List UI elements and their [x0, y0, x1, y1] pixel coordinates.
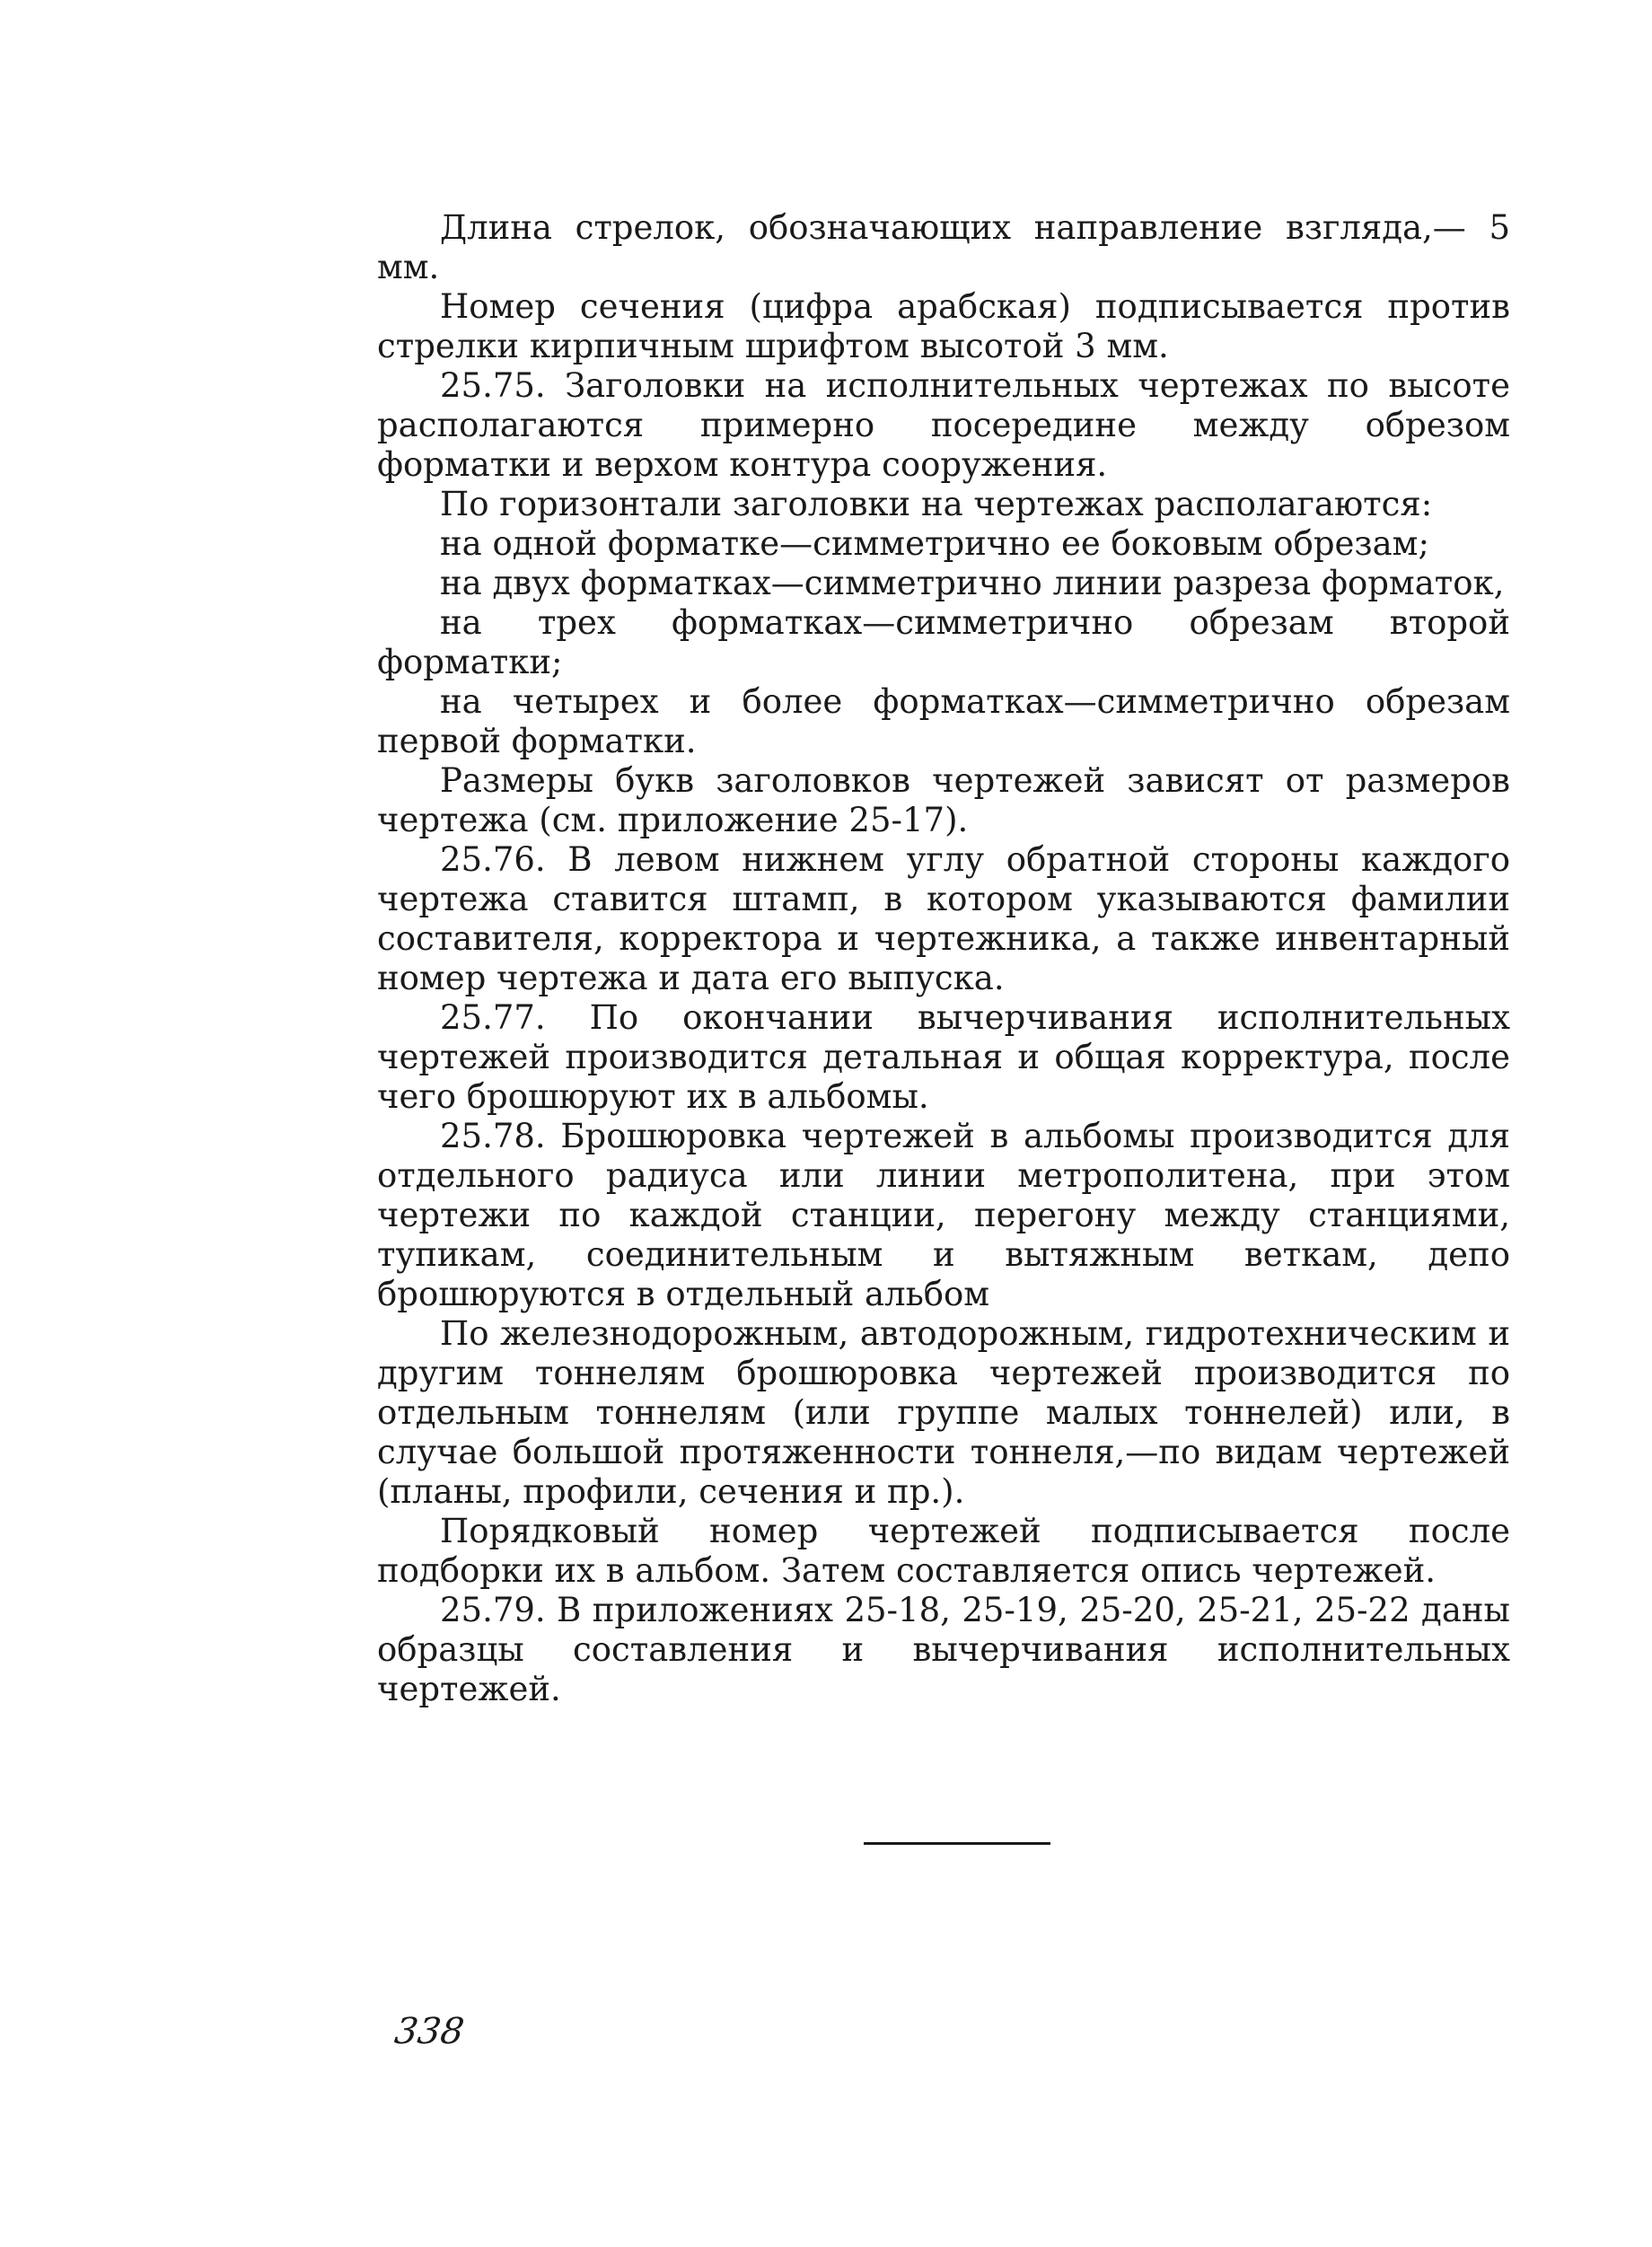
paragraph-25-77: 25.77. По окончании вычерчивания исполнительных чертежей производится детальная и общая корректура, после чего брошюруют их в альбомы.: [377, 998, 1510, 1116]
paragraph-section-number: Номер сечения (цифра арабская) подписывается против стрелки кирпичным шрифтом высотой 3 мм.: [377, 287, 1510, 365]
page-number: 338: [391, 2011, 467, 2052]
body-text: [377, 208, 1510, 1709]
paragraph-ordinal-number: Порядковый номер чертежей подписывается после подборки их в альбом. Затем составляется опись чертежей.: [377, 1512, 1510, 1590]
list-item-four-formats: на четырех и более форматках—симметрично обрезам первой форматки.: [377, 682, 1510, 760]
paragraph-horizontal-placement: По горизонтали заголовки на чертежах располагаются:: [440, 485, 1433, 523]
paragraph-tunnels: По железнодорожным, автодорожным, гидротехническим и другим тоннелям брошюровка чертежей производится по отдельным тоннелям (или группе малых тоннелей) или, в случае большой протяженности тоннеля,—по видам чертежей (планы, профили, сечения и пр.).: [377, 1314, 1510, 1511]
end-divider-line: [864, 1842, 1050, 1845]
list-item-three-formats: на трех форматках—симметрично обрезам второй форматки;: [377, 603, 1510, 681]
paragraph-25-76: 25.76. В левом нижнем углу обратной стороны каждого чертежа ставится штамп, в котором указываются фамилии составителя, корректора и чертежника, а также инвентарный номер чертежа и дата его выпуска.: [377, 840, 1510, 997]
paragraph-25-79: 25.79. В приложениях 25-18, 25-19, 25-20, 25-21, 25-22 даны образцы составления и вычерчивания исполнительных чертежей.: [377, 1591, 1510, 1708]
list-item-two-formats: на двух форматках—симметрично линии разреза форматок,: [440, 564, 1505, 602]
paragraph-letter-sizes: Размеры букв заголовков чертежей зависят от размеров чертежа (см. приложение 25-17).: [377, 761, 1510, 839]
paragraph-25-75: 25.75. Заголовки на исполнительных чертежах по высоте располагаются примерно посередине между обрезом форматки и верхом контура сооружения.: [377, 366, 1510, 484]
paragraph-25-78: 25.78. Брошюровка чертежей в альбомы производится для отдельного радиуса или линии метрополитена, при этом чертежи по каждой станции, перегону между станциями, тупикам, соединительным и вытяжным веткам, депо брошюруются в отдельный альбом: [377, 1117, 1510, 1313]
list-item-one-format: на одной форматке—симметрично ее боковым обрезам;: [440, 524, 1429, 563]
paragraph-arrow-length: Длина стрелок, обозначающих направление взгляда,— 5 мм.: [377, 208, 1510, 286]
